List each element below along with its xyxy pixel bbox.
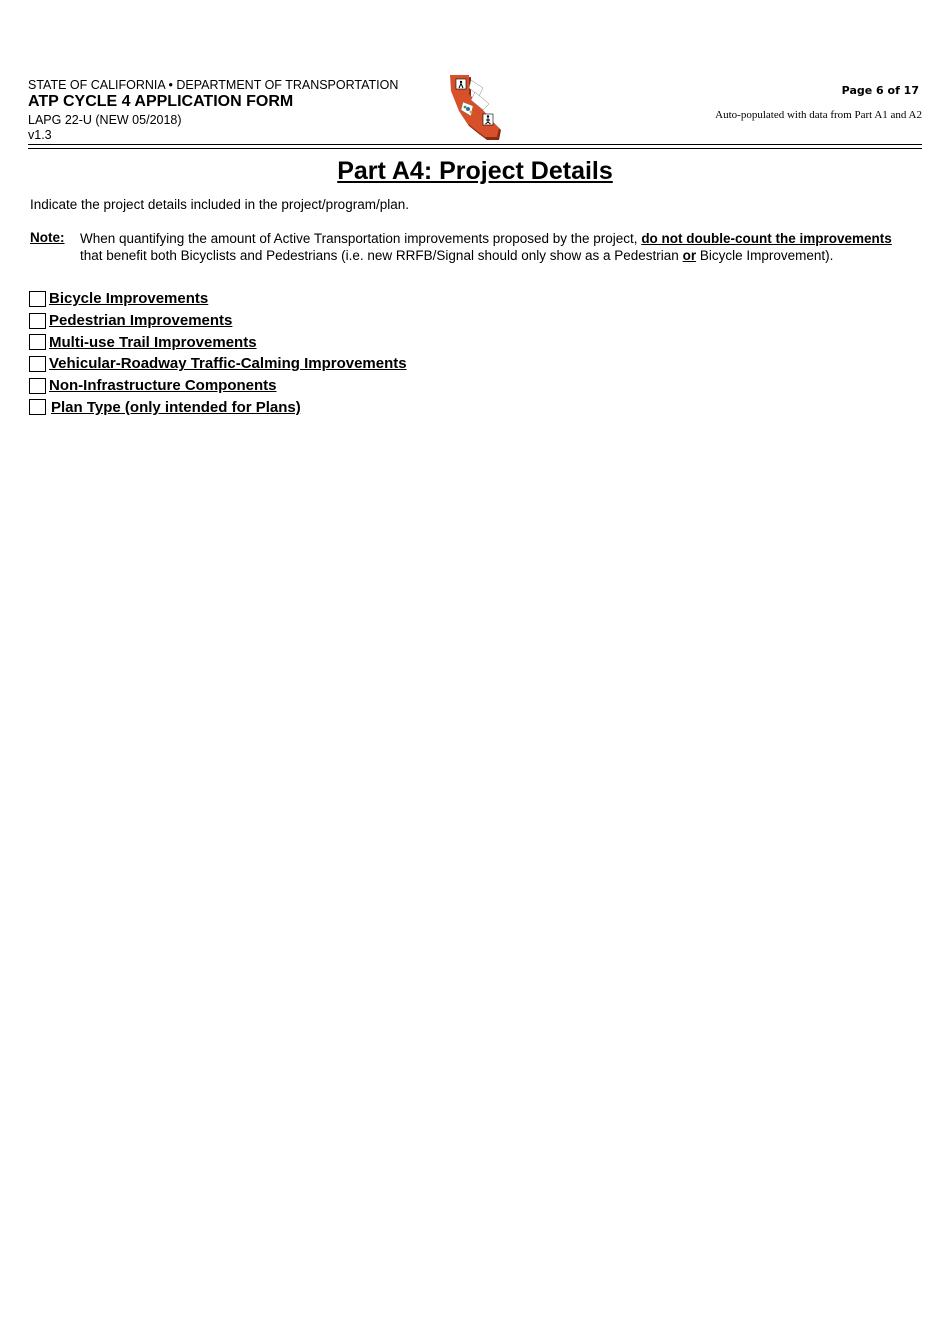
section-title: Part A4: Project Details [337, 157, 613, 185]
note-text [80, 230, 900, 264]
checkbox-label[interactable]: Bicycle Improvements [49, 290, 209, 308]
checklist-item-pedestrian[interactable] [29, 310, 407, 332]
pedestrian-improvements-checkbox[interactable] [29, 313, 46, 329]
autopopulated-note: Auto-populated with data from Part A1 and A2 [715, 109, 922, 121]
checklist-item-plan-type[interactable] [29, 396, 407, 418]
page-number: Page 6 of 17 [841, 84, 919, 97]
checkbox-label[interactable]: Non-Infrastructure Components [49, 377, 277, 395]
note-text-part: Bicycle Improvement). [696, 248, 834, 263]
checklist-item-traffic-calming[interactable] [29, 353, 407, 375]
california-atp-logo-icon [449, 74, 505, 142]
form-version: v1.3 [28, 128, 52, 142]
note-label: Note: [30, 230, 65, 245]
note-emphasis: or [682, 248, 697, 263]
form-number: LAPG 22-U (NEW 05/2018) [28, 113, 182, 127]
note-text-part: When quantifying the amount of Active Transportation improvements proposed by the project, [80, 231, 642, 246]
checkbox-label[interactable]: Multi-use Trail Improvements [49, 333, 257, 351]
traffic-calming-checkbox[interactable] [29, 356, 46, 372]
intro-text: Indicate the project details included in the project/program/plan. [30, 197, 409, 212]
checkbox-label[interactable]: Pedestrian Improvements [49, 312, 233, 330]
checkbox-label[interactable]: Vehicular-Roadway Traffic-Calming Improvements [49, 355, 407, 373]
checkbox-label[interactable]: Plan Type (only intended for Plans) [51, 398, 301, 416]
header-divider [28, 144, 922, 145]
bicycle-improvements-checkbox[interactable] [29, 291, 46, 307]
project-details-checklist [29, 288, 407, 418]
form-title: ATP CYCLE 4 APPLICATION FORM [28, 93, 294, 110]
checklist-item-bicycle[interactable] [29, 288, 407, 310]
multi-use-trail-checkbox[interactable] [29, 334, 46, 350]
header-divider-thin [28, 148, 922, 149]
checklist-item-non-infrastructure[interactable] [29, 375, 407, 397]
note-emphasis: do not double-count the improvements [641, 231, 892, 246]
checklist-item-multi-use-trail[interactable] [29, 331, 407, 353]
form-header [28, 78, 922, 144]
plan-type-checkbox[interactable] [29, 399, 46, 415]
note-text-part: that benefit both Bicyclists and Pedestrians (i.e. new RRFB/Signal should only show as a Pedestrian [80, 248, 683, 263]
non-infrastructure-checkbox[interactable] [29, 378, 46, 394]
agency-name: STATE OF CALIFORNIA • DEPARTMENT OF TRANSPORTATION [28, 78, 399, 92]
